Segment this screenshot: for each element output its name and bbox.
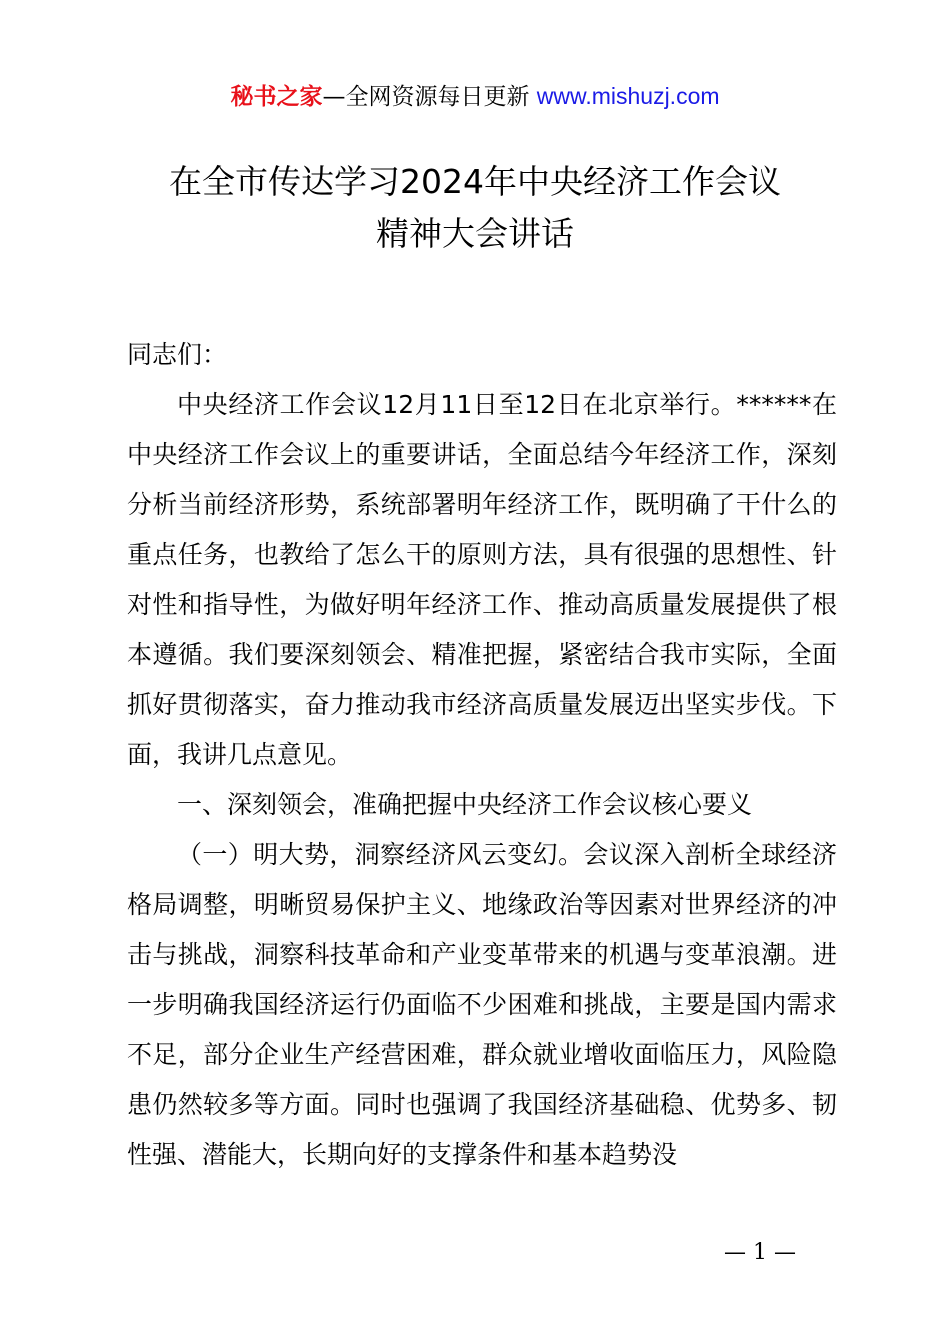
- brand-name: 秘书之家: [230, 84, 323, 110]
- title-line-2: 精神大会讲话: [376, 214, 574, 253]
- header-slogan: —全网资源每日更新: [322, 84, 537, 110]
- body-paragraph-2: （一）明大势，洞察经济风云变幻。会议深入剖析全球经济格局调整，明晰贸易保护主义、地缘政治等因素对世界经济的冲击与挑战，洞察科技革命和产业变革带来的机遇与变革浪潮。进一步明确我国经济运行仍面临不少困难和挑战，主要是国内需求不足，部分企业生产经营困难，群众就业增收面临压力，风险隐患仍然较多等方面。同时也强调了我国经济基础稳、优势多、韧性强、潜能大，长期向好的支撑条件和基本趋势没: [127, 840, 837, 1169]
- document-body: [127, 330, 837, 1180]
- body-paragraph-1: 中央经济工作会议12月11日至12日在北京举行。******在中央经济工作会议上的重要讲话，全面总结今年经济工作，深刻分析当前经济形势，系统部署明年经济工作，既明确了干什么的重点任务，也教给了怎么干的原则方法，具有很强的思想性、针对性和指导性，为做好明年经济工作、推动高质量发展提供了根本遵循。我们要深刻领会、精准把握，紧密结合我市实际，全面抓好贯彻落实，奋力推动我市经济高质量发展迈出坚实步伐。下面，我讲几点意见。: [127, 390, 837, 769]
- section-heading-1: 一、深刻领会，准确把握中央经济工作会议核心要义: [177, 790, 753, 819]
- site-url-link[interactable]: www.mishuzj.com: [536, 83, 720, 109]
- page-number: — 1 —: [724, 1240, 796, 1265]
- salutation: 同志们：: [127, 340, 228, 369]
- title-line-1: 在全市传达学习2024年中央经济工作会议: [169, 162, 781, 201]
- header-banner: [0, 80, 950, 113]
- document-title: [0, 156, 950, 260]
